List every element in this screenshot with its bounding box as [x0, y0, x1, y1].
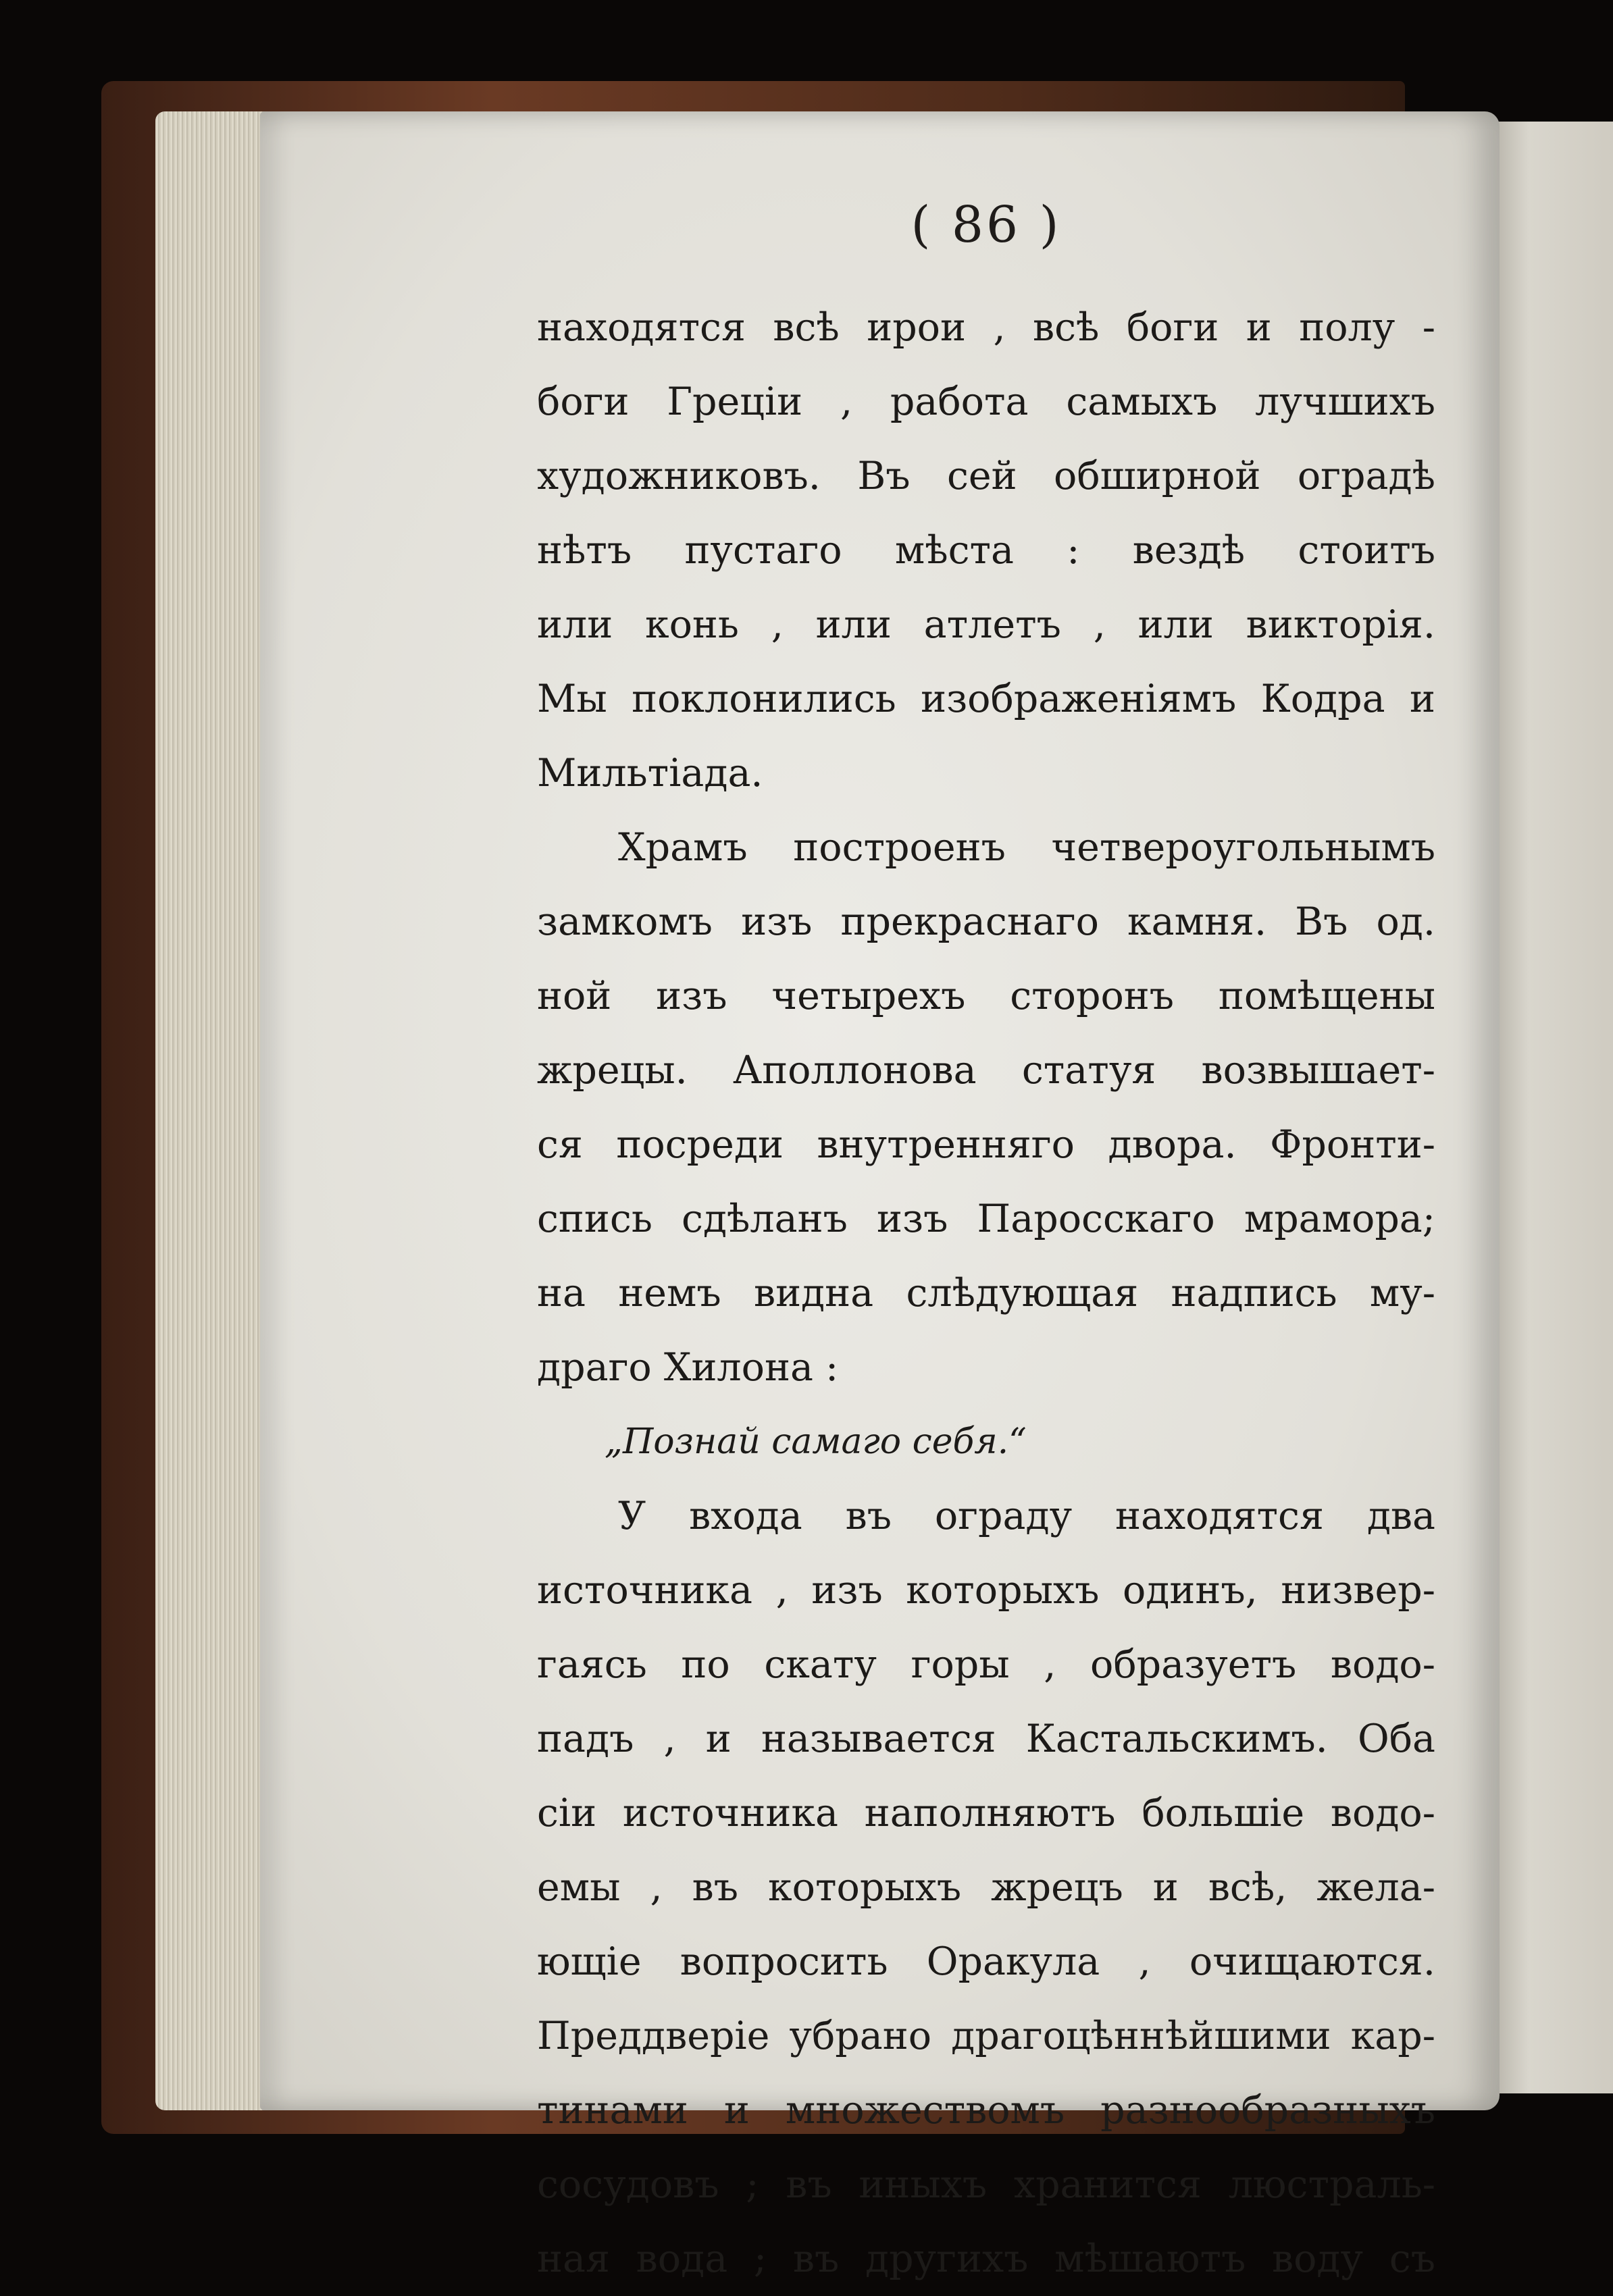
text-line: источника , изъ которыхъ одинъ, низвер-	[537, 1568, 1435, 1613]
text-line: сіи источника наполняютъ большіе водо-	[537, 1791, 1435, 1835]
text-line: ной изъ четырехъ сторонъ помѣщены	[537, 974, 1435, 1018]
page-edges	[155, 111, 270, 2110]
text-line: боги Греціи , работа самыхъ лучшихъ	[537, 380, 1435, 424]
text-line: гаясь по скату горы , образуетъ водо-	[537, 1642, 1435, 1687]
text-line: находятся всѣ ирои , всѣ боги и полу -	[537, 305, 1435, 350]
text-line: или конь , или атлетъ , или викторія.	[537, 602, 1435, 647]
facing-page	[1493, 122, 1613, 2093]
text-line: нѣтъ пустаго мѣста : вездѣ стоитъ	[537, 528, 1435, 573]
inscription-line: „Познай самаго себя.“	[605, 1421, 1027, 1462]
text-line: тинами и множествомъ разнообразныхъ	[537, 2088, 1435, 2133]
text-line: падъ , и называется Кастальскимъ. Оба	[537, 1717, 1435, 1761]
text-line: художниковъ. Въ сей обширной оградѣ	[537, 454, 1435, 498]
text-line: спись сдѣланъ изъ Паросскаго мрамора;	[537, 1197, 1435, 1241]
text-line: Преддверіе убрано драгоцѣннѣйшими кар-	[537, 2014, 1435, 2058]
text-line: Храмъ построенъ четвероугольнымъ	[618, 825, 1435, 870]
text-line: ся посреди внутренняго двора. Фронти-	[537, 1122, 1435, 1167]
text-line: жрецы. Аполлонова статуя возвышает-	[537, 1048, 1435, 1093]
text-line: ная вода ; въ другихъ мѣшаютъ воду съ	[537, 2237, 1435, 2281]
text-line: Мильтіада.	[537, 751, 763, 795]
text-line: У входа въ ограду находятся два	[618, 1494, 1435, 1538]
text-line: драго Хилона :	[537, 1345, 839, 1390]
page-text	[537, 290, 1435, 2296]
text-line: Мы поклонились изображеніямъ Кодра и	[537, 677, 1435, 721]
text-line: емы , въ которыхъ жрецъ и всѣ, жела-	[537, 1865, 1435, 1910]
page-number: ( 86 )	[911, 196, 1062, 254]
text-line: замкомъ изъ прекраснаго камня. Въ од.	[537, 899, 1435, 944]
text-line: сосудовъ ; въ иныхъ хранится люстраль-	[537, 2162, 1435, 2207]
text-line: на немъ видна слѣдующая надпись му-	[537, 1271, 1435, 1315]
text-line: ющіе вопросить Оракула , очищаются.	[537, 1939, 1435, 1984]
